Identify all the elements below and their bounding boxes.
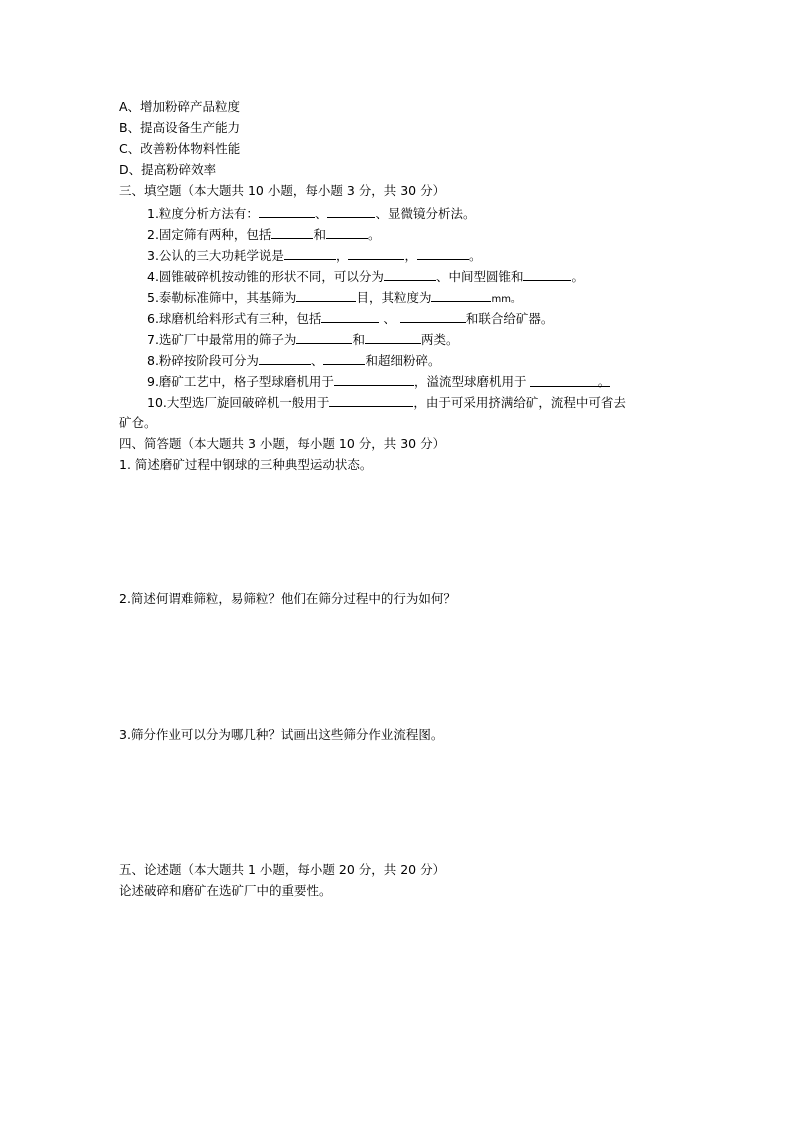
fill-question-10: 10.大型选厂旋回破碎机一般用于 ，由于可采用挤满给矿，流程中可省去 — [147, 395, 626, 410]
answer-blank[interactable] — [365, 331, 421, 344]
answer-blank[interactable] — [400, 310, 466, 323]
fill-question-4: 4.圆锥破碎机按动锥的形状不同，可以分为 、中间型圆锥和 。 — [147, 269, 584, 284]
answer-blank[interactable] — [271, 226, 313, 239]
fill-question-10-continued: 矿仓。 — [119, 415, 157, 430]
section4-title: 四、简答题（本大题共 3 小题，每小题 10 分，共 30 分） — [119, 436, 446, 451]
answer-blank[interactable] — [431, 289, 491, 302]
answer-blank[interactable] — [384, 268, 436, 281]
answer-blank[interactable] — [417, 247, 469, 260]
option-a: A、增加粉碎产品粒度 — [119, 99, 241, 114]
fill-question-1: 1.粒度分析方法有： 、 、显微镜分析法。 — [147, 206, 476, 221]
option-d: D、提高粉碎效率 — [119, 162, 217, 177]
answer-blank[interactable] — [284, 247, 336, 260]
fill-question-9: 9.磨矿工艺中，格子型球磨机用于 ，溢流型球磨机用于 。 — [147, 374, 611, 389]
fill-question-5: 5.泰勒标准筛中，其基筛为 目，其粒度为 mm。 — [147, 290, 521, 305]
answer-blank[interactable] — [259, 352, 311, 365]
answer-blank[interactable] — [296, 331, 352, 344]
option-b: B、提高设备生产能力 — [119, 120, 241, 135]
fill-question-3: 3.公认的三大功耗学说是 ， ， 。 — [147, 248, 482, 263]
short-question-3: 3.筛分作业可以分为哪几种？试画出这些筛分作业流程图。 — [119, 727, 444, 742]
short-question-2: 2.简述何谓难筛粒，易筛粒？他们在筛分过程中的行为如何？ — [119, 591, 456, 606]
section5-title: 五、论述题（本大题共 1 小题，每小题 20 分，共 20 分） — [119, 862, 446, 877]
answer-blank[interactable] — [321, 310, 379, 323]
answer-blank[interactable] — [326, 226, 368, 239]
short-question-1: 1. 简述磨矿过程中钢球的三种典型运动状态。 — [119, 457, 373, 472]
answer-blank[interactable]: 。 — [530, 374, 610, 387]
section3-title: 三、填空题（本大题共 10 小题，每小题 3 分，共 30 分） — [119, 183, 446, 198]
fill-question-8: 8.粉碎按阶段可分为 、 和超细粉碎。 — [147, 353, 441, 368]
fill-question-7: 7.选矿厂中最常用的筛子为 和 两类。 — [147, 332, 459, 347]
essay-question-1: 论述破碎和磨矿在选矿厂中的重要性。 — [119, 883, 332, 898]
answer-blank[interactable] — [329, 394, 413, 407]
answer-blank[interactable] — [523, 268, 571, 281]
option-c: C、改善粉体物料性能 — [119, 141, 241, 156]
fill-question-6: 6.球磨机给料形式有三种，包括 、 和联合给矿器。 — [147, 311, 554, 326]
fill-question-2: 2.固定筛有两种，包括 和 。 — [147, 227, 381, 242]
answer-blank[interactable] — [323, 352, 365, 365]
answer-blank[interactable] — [259, 205, 315, 218]
answer-blank[interactable] — [296, 289, 356, 302]
answer-blank[interactable] — [334, 373, 414, 386]
answer-blank[interactable] — [348, 247, 404, 260]
answer-blank[interactable] — [327, 205, 375, 218]
